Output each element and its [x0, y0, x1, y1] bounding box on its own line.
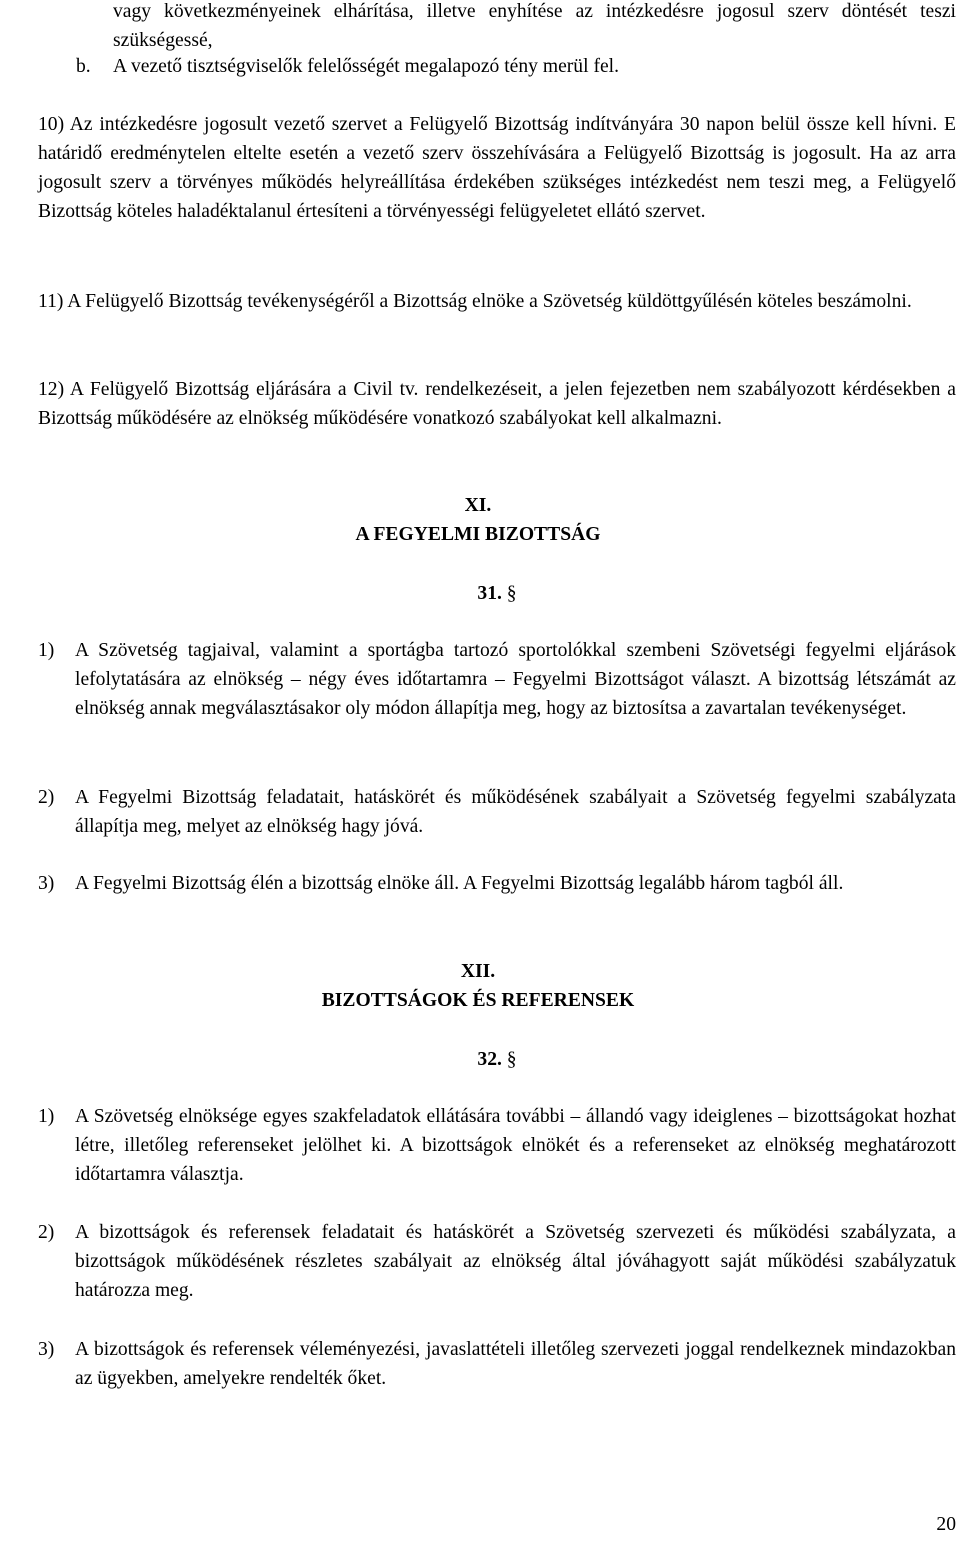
chapter-xi-item-2 — [38, 783, 956, 841]
continuation-text: vagy következményeinek elhárítása, illetve enyhítése az intézkedésre jogosul szerv döntését teszi szükségessé, — [113, 1, 956, 51]
section-31-number: 31. — [477, 583, 502, 604]
item-label: 2) — [38, 787, 55, 808]
chapter-xi-title: A FEGYELMI BIZOTTSÁG — [355, 524, 601, 545]
item-label: 3) — [38, 873, 55, 894]
item-text: A Fegyelmi Bizottság élén a bizottság elnöke áll. A Fegyelmi Bizottság legalább három tagból áll. — [75, 873, 844, 894]
item-label: 3) — [38, 1339, 55, 1360]
paragraph-11: 11) A Felügyelő Bizottság tevékenységéről a Bizottság elnöke a Szövetség küldöttgyűlésén köteles beszámolni. — [38, 291, 912, 312]
item-text: A Szövetség tagjaival, valamint a sportágba tartozó sportolókkal szembeni Szövetségi fegyelmi eljárások lefolytatására az elnökség – négy éves időtartamra – Fegyelmi Bizottságot választ. A bizottság létszámát az elnökség annak megválasztásakor oly módon állapítja meg, hogy az biztosítsa a zavartalan tevékenységet. — [75, 640, 956, 719]
item-label: 2) — [38, 1222, 55, 1243]
item-text: A bizottságok és referensek véleményezési, javaslattételi illetőleg szervezeti joggal rendelkeznek mindazokban az ügyekben, amelyekre rendelték őket. — [75, 1339, 956, 1389]
chapter-xi-item-3 — [38, 869, 956, 898]
chapter-xii-roman: XII. — [460, 961, 496, 982]
item-text: A bizottságok és referensek feladatait és hatáskörét a Szövetség szervezeti és működési szabályzata, a bizottságok működésének részletes szabályait az elnökség által jóváhagyott saját működési szabályzatuk határozza meg. — [75, 1222, 956, 1301]
section-32-number: 32. — [477, 1049, 502, 1070]
section-sign-icon: § — [506, 1049, 517, 1070]
chapter-xii-title: BIZOTTSÁGOK ÉS REFERENSEK — [321, 990, 635, 1011]
chapter-xii-item-2 — [38, 1218, 956, 1305]
item-text: A Szövetség elnöksége egyes szakfeladatok ellátására további – állandó vagy ideiglenes – bizottságokat hozhat létre, illetőleg referenseket jelölhet ki. A bizottságok elnökét és a referenseket az elnökség meghatározott időtartamra választja. — [75, 1106, 956, 1185]
chapter-xii-item-3 — [38, 1335, 956, 1393]
item-text: A Fegyelmi Bizottság feladatait, hatáskörét és működésének szabályait a Szövetség fegyelmi szabályzata állapítja meg, melyet az elnökség hagy jóvá. — [75, 787, 956, 837]
list-item-b-label: b. — [76, 56, 91, 77]
item-label: 1) — [38, 640, 55, 661]
list-item-b-text: A vezető tisztségviselők felelősségét megalapozó tény merül fel. — [113, 56, 620, 77]
item-label: 1) — [38, 1106, 55, 1127]
section-32-heading — [38, 1045, 956, 1074]
chapter-xi-roman: XI. — [464, 495, 492, 516]
section-sign-icon: § — [506, 583, 517, 604]
section-31-heading — [38, 579, 956, 608]
paragraph-12: 12) A Felügyelő Bizottság eljárására a Civil tv. rendelkezéseit, a jelen fejezetben nem szabályozott kérdésekben a Bizottság működésére az elnökség működésére vonatkozó szabályokat kell alkalmazni. — [38, 379, 956, 429]
paragraph-10: 10) Az intézkedésre jogosult vezető szervet a Felügyelő Bizottság indítványára 30 napon belül össze kell hívni. E határidő eredménytelen eltelte esetén a vezető szerv összehívására a Felügyelő Bizottság is jogosult. Ha az arra jogosult szerv a törvényes működés helyreállítása érdekében szükséges intézkedést nem teszi meg, a Felügyelő Bizottság köteles haladéktalanul értesíteni a törvényességi felügyeletet ellátó szervet. — [38, 114, 956, 222]
page-number: 20 — [936, 1514, 956, 1535]
chapter-xii-item-1 — [38, 1102, 956, 1189]
chapter-xi-item-1 — [38, 636, 956, 723]
